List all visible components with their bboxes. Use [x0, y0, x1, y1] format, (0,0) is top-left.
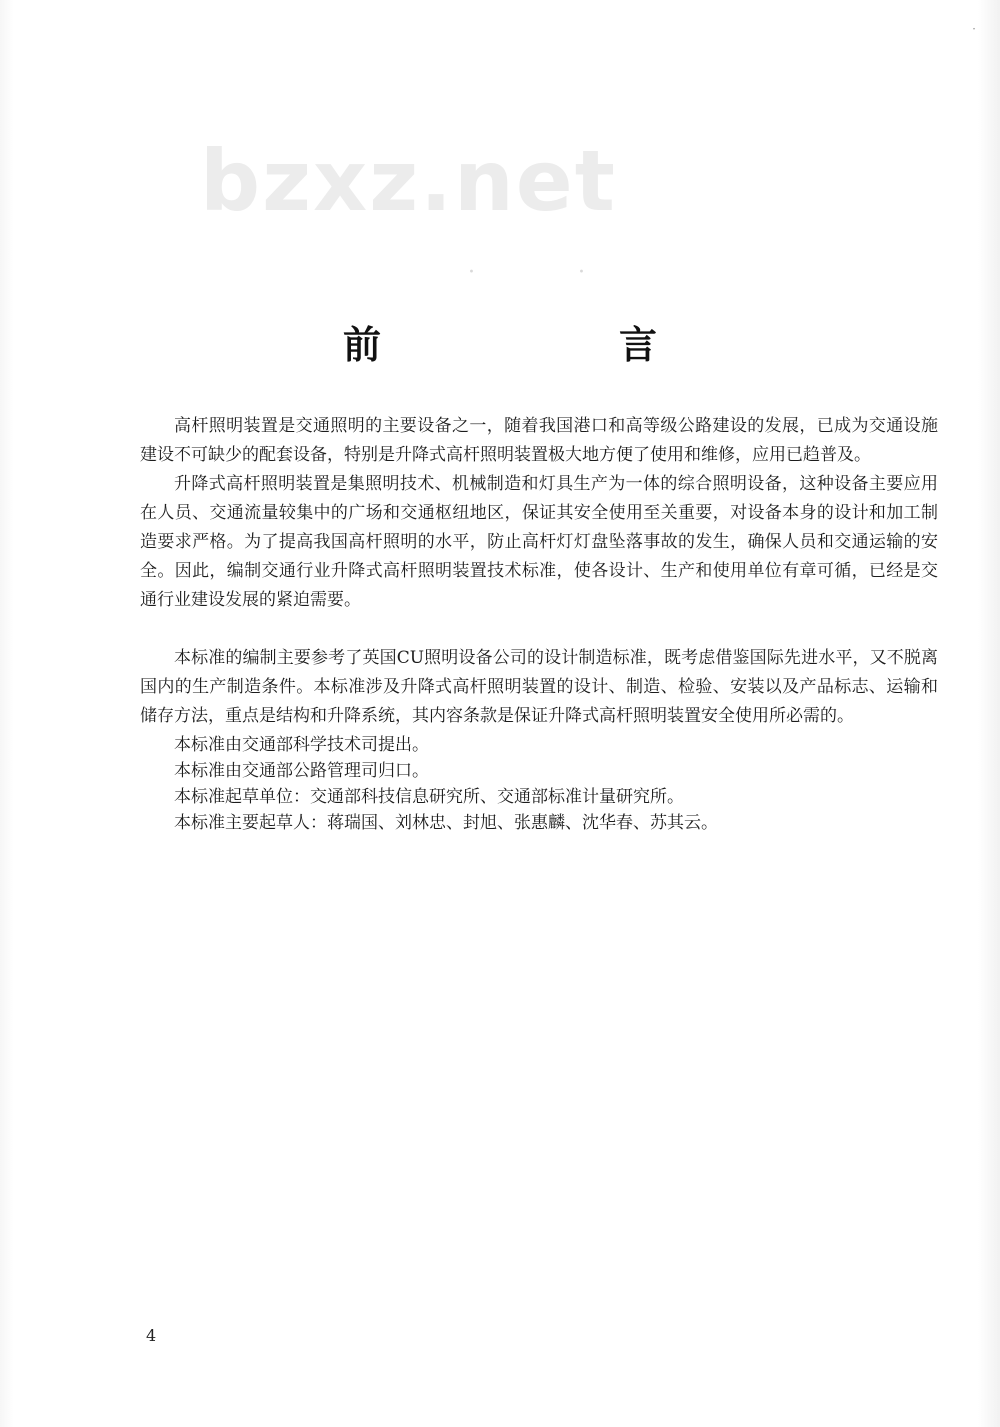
paragraph-1: 高杆照明装置是交通照明的主要设备之一，随着我国港口和高等级公路建设的发展，已成为交通设施建设不可缺少的配套设备，特别是升降式高杆照明装置极大地方便了使用和维修，应用已趋普及。 [140, 416, 938, 465]
bleed-through-mark: · [578, 260, 585, 285]
credit-proposer: 本标准由交通部科学技术司提出。 [174, 735, 429, 755]
page-title: 前 言 [342, 323, 757, 367]
credit-administrator: 本标准由交通部公路管理司归口。 [174, 761, 429, 781]
paragraph-3: 本标准的编制主要参考了英国CU照明设备公司的设计制造标准，既考虑借鉴国际先进水平，又不脱离国内的生产制造条件。本标准涉及升降式高杆照明装置的设计、制造、检验、安装以及产品标志、运输和储存方法，重点是结构和升降系统，其内容条款是保证升降式高杆照明装置安全使用所必需的。 [140, 648, 938, 726]
page-edge-shadow-left [0, 0, 14, 1427]
watermark: bzxz.net [200, 132, 617, 230]
bleed-through-mark: · [468, 260, 475, 285]
scan-corner-mark: · [972, 22, 976, 36]
credit-drafters: 本标准主要起草人：蒋瑞国、刘林忠、封旭、张惠麟、沈华春、苏其云。 [174, 813, 718, 833]
credits-block [140, 732, 920, 836]
credit-drafting-units: 本标准起草单位：交通部科技信息研究所、交通部标准计量研究所。 [174, 787, 684, 807]
page-number: 4 [146, 1326, 157, 1345]
page-edge-shadow-right [978, 0, 1000, 1427]
foreword-body [140, 412, 938, 731]
paragraph-2: 升降式高杆照明装置是集照明技术、机械制造和灯具生产为一体的综合照明设备，这种设备主要应用在人员、交通流量较集中的广场和交通枢纽地区，保证其安全使用至关重要，对设备本身的设计和加工制造要求严格。为了提高我国高杆照明的水平，防止高杆灯灯盘坠落事故的发生，确保人员和交通运输的安全。因此，编制交通行业升降式高杆照明装置技术标准，使各设计、生产和使用单位有章可循，已经是交通行业建设发展的紧迫需要。 [140, 474, 938, 610]
